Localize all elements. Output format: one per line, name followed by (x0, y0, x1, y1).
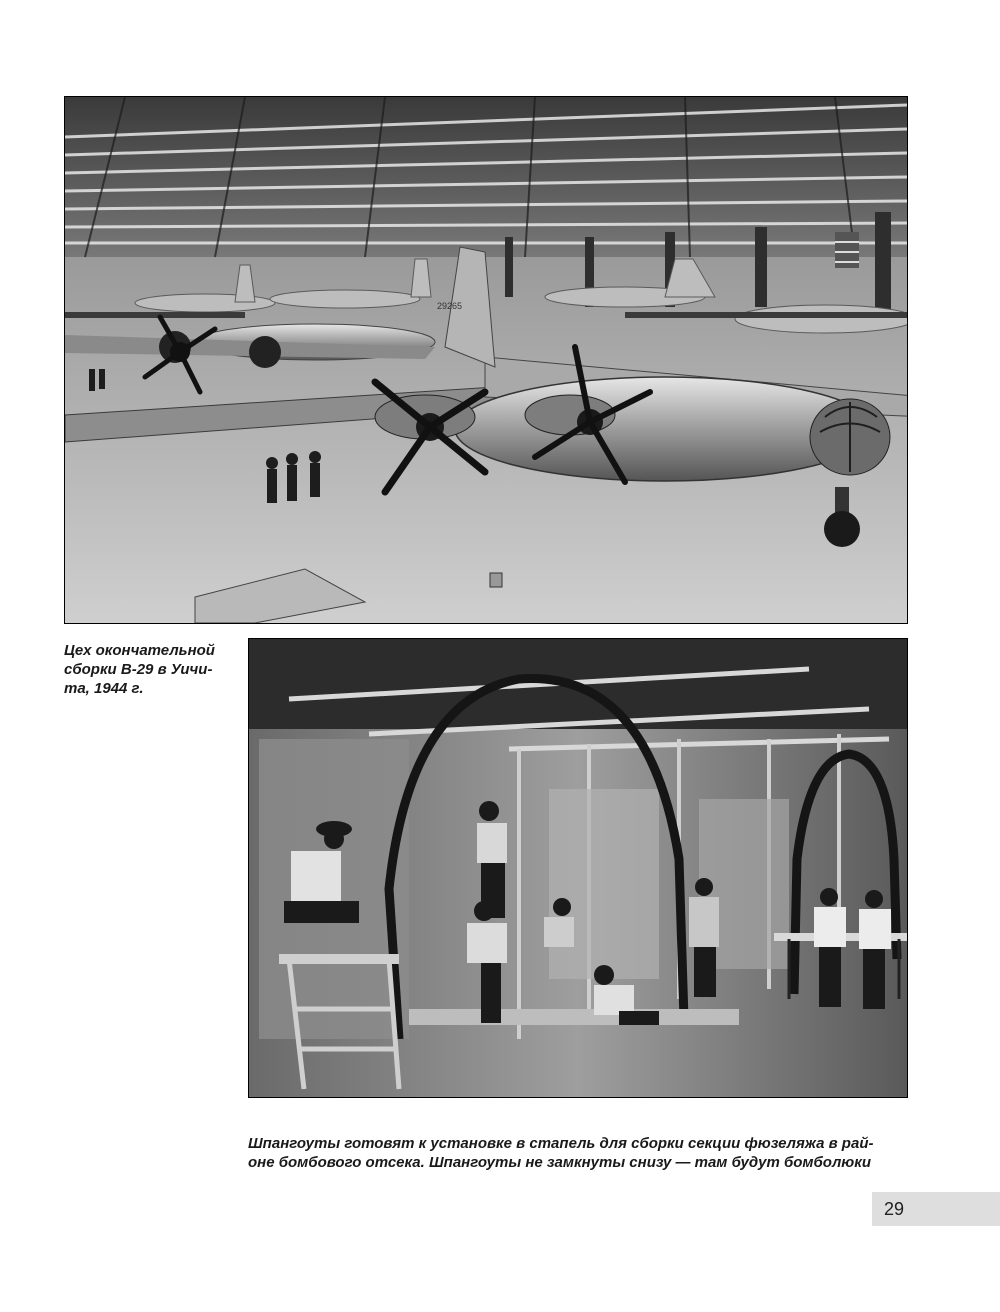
caption-line: сборки B-29 в Уичи- (64, 661, 213, 678)
caption-line: Шпангоуты готовят к установке в стапель для сборки секции фюзеляжа в рай- (248, 1135, 874, 1152)
photo-fuselage-frames (248, 638, 908, 1098)
photo-b29-assembly-hall-image (65, 97, 907, 623)
caption-line: Цех окончательной (64, 642, 215, 659)
caption-line: та, 1944 г. (64, 680, 144, 697)
caption-assembly-hall (64, 641, 240, 698)
caption-line: оне бомбового отсека. Шпангоуты не замкнуты снизу — там будут бомболюки (248, 1154, 872, 1171)
page-number: 29 (884, 1199, 905, 1219)
photo-fuselage-frames-image (249, 639, 907, 1097)
page-number-tab (872, 1192, 1000, 1226)
tail-number: 29265 (437, 301, 463, 311)
caption-fuselage-frames (248, 1134, 908, 1172)
photo-b29-assembly-hall (64, 96, 908, 624)
